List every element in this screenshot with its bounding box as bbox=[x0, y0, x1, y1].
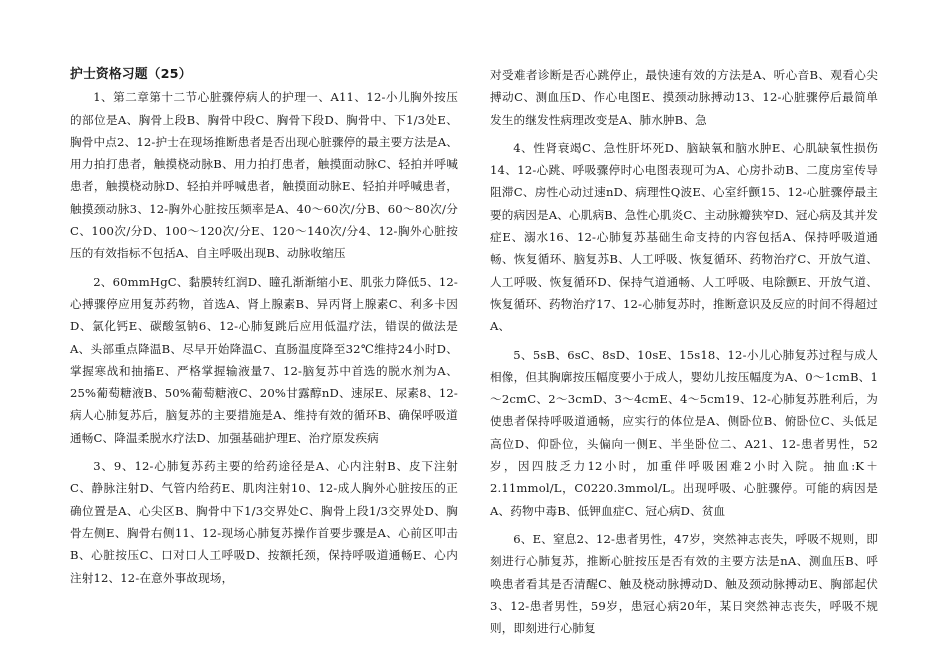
paragraph: 4、性肾衰竭C、急性肝坏死D、脑缺氧和脑水肿E、心肌缺氧性损伤14、12-心跳、呼吸骤停时心电图表现可为A、心房扑动B、二度房室传导阻滞C、房性心动过速nD、病理性Q波E、心室纤颤15、12-心脏骤停最主要的病因是A、心肌病B、急性心肌炎C、主动脉瓣狭窄D、冠心病及其并发症E、溺水16、12-心肺复苏基础生命支持的内容包括A、保持呼吸道通畅、恢复循环、脑复苏B、人工呼吸、恢复循环、药物治疗C、开放气道、人工呼吸、恢复循环D、保持气道通畅、人工呼吸、电除颤E、开放气道、恢复循环、药物治疗17、12-心肺复苏时，推断意识及反应的时间不得超过A、 bbox=[490, 140, 878, 334]
paragraph: 2、60mmHgC、黏膜转红润D、瞳孔渐渐缩小E、肌张力降低5、12-心搏骤停应用复苏药物，首选A、肾上腺素B、异丙肾上腺素C、利多卡因D、氯化钙E、碳酸氢钠6、12-心肺复跳后应用低温疗法，错误的做法是A、头部重点降温B、尽早开始降温C、直肠温度降至32℃维持24小时D、掌握寒战和抽搐E、严格掌握输液量7、12-脑复苏中首选的脱水剂为A、25%葡萄糖液B、50%葡萄糖液C、20%甘露醇nD、速尿E、尿素8、12-病人心肺复苏后，脑复苏的主要措施是A、维持有效的循环B、确保呼吸道通畅C、降温柔脱水疗法D、加强基础护理E、治疗原发疾病 bbox=[70, 274, 458, 445]
paragraph: 6、E、窒息2、12-患者男性，47岁，突然神志丧失，呼吸不规则，即刻进行心肺复苏，推断心脏按压是否有效的主要方法是nA、测血压B、呼唤患者看其是否清醒C、触及桡动脉搏动D、触及颈动脉搏动E、胸部起伏3、12-患者男性，59岁，患冠心病20年，某日突然神志丧失，呼吸不规则，即刻进行心肺复 bbox=[490, 531, 878, 636]
paragraph: 3、9、12-心肺复苏药主要的给药途径是A、心内注射B、皮下注射C、静脉注射D、气管内给药E、肌肉注射10、12-成人胸外心脏按压的正确位置是A、心尖区B、胸骨中下1/3交界处C、胸骨上段1/3交界处D、胸骨左侧E、胸骨右侧11、12-现场心肺复苏操作首要步骤是A、心前区叩击B、心脏按压C、口对口人工呼吸D、按额托颈，保持呼吸道通畅E、心内注射12、12-在意外事故现场， bbox=[70, 459, 458, 585]
paragraph: 对受难者诊断是否心跳停止，最快速有效的方法是A、听心音B、观看心尖搏动C、测血压D、作心电图E、摸颈动脉搏动13、12-心脏骤停后最简单发生的继发性病理改变是A、肺水肿B、急 bbox=[490, 68, 878, 127]
paragraph: 1、第二章第十二节心脏骤停病人的护理一、A11、12-小儿胸外按压的部位是A、胸骨上段B、胸骨中段C、胸骨下段D、胸骨中、下1/3处E、胸骨中点2、12-护士在现场推断患者是否出现心脏骤停的最主要方法是A、用力拍打患者，触摸桡动脉B、用力拍打患者，触摸面动脉C、轻拍并呼喊患者，触摸桡动脉D、轻拍并呼喊患者，触摸面动脉E、轻拍并呼喊患者，触摸颈动脉3、12-胸外心脏按压频率是A、40～60次/分B、60～80次/分C、100次/分D、100～120次/分E、120～140次/分4、12-胸外心脏按压的有效指标不包括A、自主呼吸出现B、动脉收缩压 bbox=[70, 90, 458, 261]
document-title: 护士资格习题（25） bbox=[70, 67, 192, 82]
paragraph: 5、5sB、6sC、8sD、10sE、15s18、12-小儿心肺复苏过程与成人相像，但其胸廓按压幅度要小于成人，婴幼儿按压幅度为A、0～1cmB、1～2cmC、2～3cmD、3～4cmE、4～5cm19、12-心肺复苏胜利后，为使患者保持呼吸道通畅，应实行的体位是A、侧卧位B、俯卧位C、头低足高位D、仰卧位，头偏向一侧E、半坐卧位二、A21、12-患者男性，52岁，因四肢乏力12小时，加重伴呼吸困难2小时入院。抽血:K＋2.11mmol/L，C0220.3mmol/L。出现呼吸、心脏骤停。可能的病因是A、药物中毒B、低钾血症C、冠心病D、贫血 bbox=[490, 347, 878, 518]
left-column bbox=[70, 64, 458, 589]
right-column bbox=[490, 64, 878, 639]
